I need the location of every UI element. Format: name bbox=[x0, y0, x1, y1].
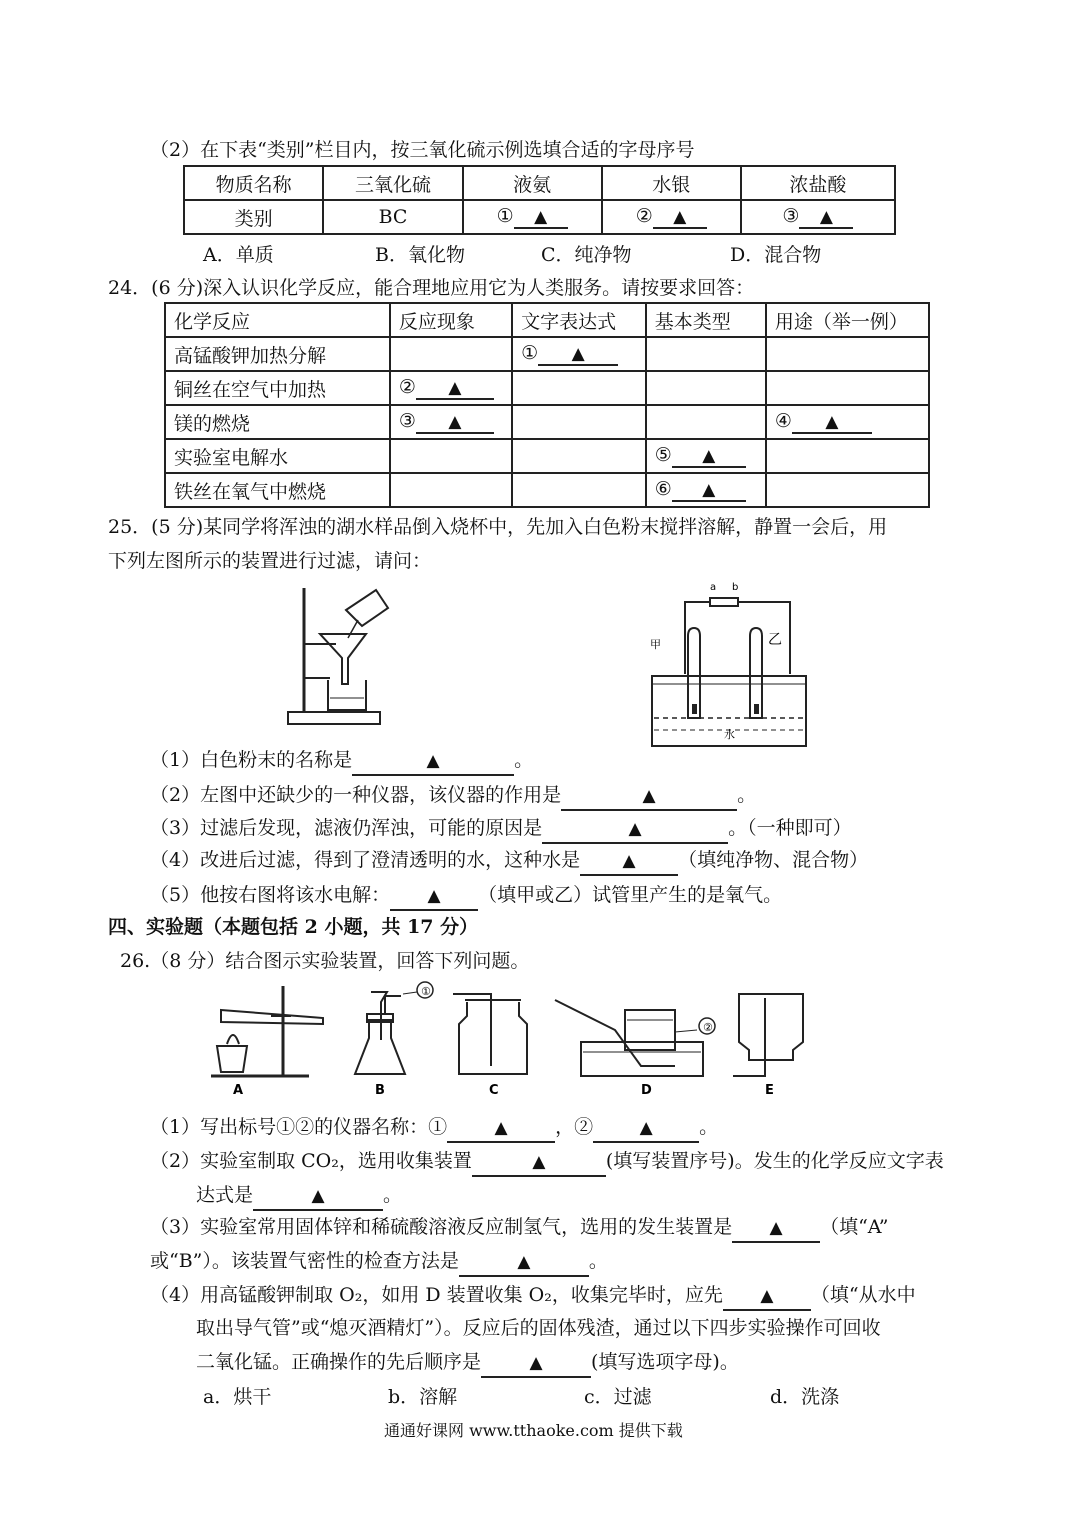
q26-sub2-text: （2）实验室制取 CO₂，选用收集装置 bbox=[150, 1150, 472, 1172]
blank-mark: ▲ bbox=[702, 446, 716, 466]
q24-cell bbox=[512, 439, 646, 473]
q26-sub3-end: 。 bbox=[588, 1250, 608, 1272]
blank-mark: ▲ bbox=[825, 412, 839, 432]
q23-header-cell: 三氧化硫 bbox=[323, 166, 462, 200]
blank-mark: ▲ bbox=[673, 207, 687, 227]
q24-reaction-name: 实验室电解水 bbox=[165, 439, 390, 473]
q24-blank-6[interactable] bbox=[646, 473, 766, 507]
tube-yi-label: 乙 bbox=[768, 632, 782, 648]
q24-row bbox=[165, 439, 929, 473]
blank-mark: ▲ bbox=[529, 1353, 543, 1373]
q23-header-cell: 液氨 bbox=[463, 166, 602, 200]
q24-reaction-name: 铜丝在空气中加热 bbox=[165, 371, 390, 405]
q25-sub5-end: （填甲或乙）试管里产生的是氧气。 bbox=[478, 884, 783, 906]
q26-sub1 bbox=[150, 1114, 718, 1143]
q25-blank-3[interactable] bbox=[542, 815, 728, 844]
terminal-a-label: a bbox=[710, 582, 717, 593]
apparatus-a bbox=[211, 986, 323, 1098]
q23-table bbox=[183, 165, 896, 235]
blank-number: ② bbox=[635, 205, 653, 227]
q24-header-row bbox=[165, 303, 929, 337]
apparatus-d-label: D bbox=[641, 1083, 652, 1098]
q25-sub4-text: （4）改进后过滤，得到了澄清透明的水，这种水是 bbox=[150, 849, 581, 871]
terminal-b-label: b bbox=[732, 582, 739, 593]
apparatus-a-label: A bbox=[233, 1083, 244, 1098]
blank-mark: ▲ bbox=[427, 886, 441, 906]
q24-cell bbox=[512, 473, 646, 507]
q26-sub4-text: （4）用高锰酸钾制取 O₂，如用 D 装置收集 O₂，收集完毕时，应先 bbox=[150, 1284, 723, 1306]
blank-number: ④ bbox=[774, 410, 792, 432]
q23-option-d: D．混合物 bbox=[730, 244, 822, 266]
q26-sub3-text2: 或“B”）。该装置气密性的检查方法是 bbox=[150, 1250, 459, 1272]
q24-row bbox=[165, 473, 929, 507]
q26-sub2-end: 。 bbox=[383, 1184, 403, 1206]
q25-sub2-text: （2）左图中还缺少的一种仪器，该仪器的作用是 bbox=[150, 784, 562, 806]
q26-sub4-text3: 二氧化锰。正确操作的先后顺序是 bbox=[196, 1351, 482, 1373]
q25-sub4-end: （填纯净物、混合物） bbox=[678, 849, 869, 871]
blank-mark: ▲ bbox=[639, 1118, 653, 1138]
q23-row-label: 类别 bbox=[184, 200, 323, 234]
q23-option-a: A．单质 bbox=[203, 244, 274, 266]
q24-blank-1[interactable] bbox=[512, 337, 646, 371]
q25-blank-2[interactable] bbox=[561, 782, 737, 811]
q25-sub1-end: 。 bbox=[514, 749, 534, 771]
q24-cell bbox=[512, 371, 646, 405]
q24-cell bbox=[646, 371, 766, 405]
q26-sub4-line1 bbox=[150, 1282, 916, 1311]
q24-header-cell: 化学反应 bbox=[165, 303, 390, 337]
q24-cell bbox=[512, 405, 646, 439]
q26-sub3-line2 bbox=[150, 1248, 608, 1277]
q24-cell bbox=[390, 439, 512, 473]
apparatus-b-label: B bbox=[375, 1083, 385, 1098]
electrolysis-apparatus-figure bbox=[650, 578, 810, 750]
q24-row bbox=[165, 337, 929, 371]
q26-sub3-line1 bbox=[150, 1214, 888, 1243]
q24-blank-5[interactable] bbox=[646, 439, 766, 473]
q24-cell bbox=[766, 337, 929, 371]
blank-mark: ▲ bbox=[517, 1252, 531, 1272]
blank-mark: ▲ bbox=[702, 480, 716, 500]
filtration-apparatus-figure bbox=[282, 580, 392, 730]
q26-sub4-cont: （填“从水中 bbox=[810, 1284, 916, 1306]
q23-category-row bbox=[184, 200, 895, 234]
q25-sub4 bbox=[150, 847, 868, 876]
circle-1-label: ① bbox=[421, 985, 431, 998]
q24-row bbox=[165, 405, 929, 439]
q24-blank-3[interactable] bbox=[390, 405, 512, 439]
blank-number: ① bbox=[521, 342, 539, 364]
circle-2-label: ② bbox=[703, 1021, 713, 1034]
q24-cell bbox=[390, 337, 512, 371]
q25-sub5-text: （5）他按右图将该水电解： bbox=[150, 884, 391, 906]
q26-sub2-line1 bbox=[150, 1148, 944, 1177]
q24-cell bbox=[766, 439, 929, 473]
q23-header-cell: 物质名称 bbox=[184, 166, 323, 200]
water-label: 水 bbox=[724, 728, 735, 741]
q26-sub2-cont: (填写装置序号)。发生的化学反应文字表 bbox=[605, 1150, 944, 1172]
q24-header-cell: 用途（举一例） bbox=[766, 303, 929, 337]
apparatus-c bbox=[453, 994, 527, 1098]
q23-part2-text: （2）在下表“类别”栏目内，按三氧化硫示例选填合适的字母序号 bbox=[150, 139, 695, 161]
blank-number: ③ bbox=[398, 410, 416, 432]
blank-mark: ▲ bbox=[448, 412, 462, 432]
q25-sub2-end: 。 bbox=[737, 784, 757, 806]
q25-stem-line2: 下列左图所示的装置进行过滤，请问： bbox=[108, 550, 432, 572]
q24-stem: 24．(6 分)深入认识化学反应，能合理地应用它为人类服务。请按要求回答： bbox=[108, 277, 755, 299]
q24-reaction-name: 铁丝在氧气中燃烧 bbox=[165, 473, 390, 507]
q24-blank-2[interactable] bbox=[390, 371, 512, 405]
q26-sub4-line2: 取出导气管”或“熄灭酒精灯”）。反应后的固体残渣，通过以下四步实验操作可回收 bbox=[196, 1317, 881, 1339]
q24-row bbox=[165, 371, 929, 405]
q24-cell bbox=[766, 371, 929, 405]
q23-option-b: B．氧化物 bbox=[375, 244, 465, 266]
q25-blank-1[interactable] bbox=[352, 747, 514, 776]
q26-sub4-end: (填写选项字母)。 bbox=[591, 1351, 739, 1373]
blank-mark: ▲ bbox=[769, 1218, 783, 1238]
blank-number: ⑤ bbox=[654, 444, 672, 466]
q24-cell bbox=[390, 473, 512, 507]
section-4-heading: 四、实验题（本题包括 2 小题，共 17 分） bbox=[108, 916, 479, 938]
q26-sub3-text: （3）实验室常用固体锌和稀硫酸溶液反应制氢气，选用的发生装置是 bbox=[150, 1216, 733, 1238]
blank-mark: ▲ bbox=[494, 1118, 508, 1138]
q23-blank-1[interactable] bbox=[463, 200, 602, 234]
blank-number: ③ bbox=[782, 205, 800, 227]
apparatus-d bbox=[555, 1000, 715, 1098]
q26-blank-7[interactable] bbox=[723, 1282, 811, 1311]
q25-blank-5[interactable] bbox=[390, 882, 478, 911]
blank-number: ① bbox=[496, 205, 514, 227]
q26-stem: 26.（8 分）结合图示实验装置，回答下列问题。 bbox=[120, 950, 530, 972]
q26-blank-6[interactable] bbox=[459, 1248, 589, 1277]
blank-mark: ▲ bbox=[819, 207, 833, 227]
q25-sub1-text: （1）白色粉末的名称是 bbox=[150, 749, 353, 771]
q23-header-row bbox=[184, 166, 895, 200]
q26-option-a: a．烘干 bbox=[203, 1386, 272, 1408]
blank-mark: ▲ bbox=[448, 378, 462, 398]
blank-mark: ▲ bbox=[628, 819, 642, 839]
q23-example-answer: BC bbox=[323, 200, 462, 234]
q24-cell bbox=[646, 337, 766, 371]
q23-option-c: C．纯净物 bbox=[541, 244, 632, 266]
q23-blank-3[interactable] bbox=[741, 200, 895, 234]
apparatus-c-label: C bbox=[489, 1083, 499, 1098]
q23-blank-2[interactable] bbox=[602, 200, 741, 234]
q24-cell bbox=[646, 405, 766, 439]
q26-blank-4[interactable] bbox=[253, 1182, 383, 1211]
q24-blank-4[interactable] bbox=[766, 405, 929, 439]
q26-option-c: c．过滤 bbox=[584, 1386, 652, 1408]
q24-header-cell: 文字表达式 bbox=[512, 303, 646, 337]
blank-mark: ▲ bbox=[571, 344, 585, 364]
q26-blank-2[interactable] bbox=[593, 1114, 699, 1143]
apparatus-e bbox=[733, 994, 803, 1098]
q24-header-cell: 基本类型 bbox=[646, 303, 766, 337]
blank-number: ⑥ bbox=[654, 478, 672, 500]
blank-mark: ▲ bbox=[532, 1152, 546, 1172]
q25-sub3 bbox=[150, 815, 852, 844]
q26-sub4-line3 bbox=[196, 1349, 739, 1378]
q25-sub3-text: （3）过滤后发现，滤液仍浑浊，可能的原因是 bbox=[150, 817, 543, 839]
blank-number: ② bbox=[398, 376, 416, 398]
q24-reaction-name: 高锰酸钾加热分解 bbox=[165, 337, 390, 371]
blank-mark: ▲ bbox=[311, 1186, 325, 1206]
q24-table bbox=[164, 302, 930, 508]
q26-sub1-text: （1）写出标号①②的仪器名称：① bbox=[150, 1116, 448, 1138]
page-footer: 通通好课网 www.tthaoke.com 提供下载 bbox=[384, 1421, 683, 1440]
q24-reaction-name: 镁的燃烧 bbox=[165, 405, 390, 439]
q25-sub3-end: 。（一种即可） bbox=[728, 817, 852, 839]
blank-mark: ▲ bbox=[534, 207, 548, 227]
q25-blank-4[interactable] bbox=[580, 847, 678, 876]
q25-stem-line1: 25．(5 分)某同学将浑浊的湖水样品倒入烧杯中，先加入白色粉末搅拌溶解，静置一会后，用 bbox=[108, 516, 888, 538]
q26-sub1-end: 。 bbox=[699, 1116, 719, 1138]
q26-blank-1[interactable] bbox=[447, 1114, 555, 1143]
q26-sub1-mid: ，② bbox=[555, 1116, 594, 1138]
q26-option-d: d．洗涤 bbox=[770, 1386, 840, 1408]
q25-sub2 bbox=[150, 782, 756, 811]
q23-header-cell: 浓盐酸 bbox=[741, 166, 895, 200]
tube-jia-label: 甲 bbox=[650, 638, 661, 651]
q26-option-b: b．溶解 bbox=[388, 1386, 458, 1408]
q23-header-cell: 水银 bbox=[602, 166, 741, 200]
q25-sub1 bbox=[150, 747, 533, 776]
q26-blank-8[interactable] bbox=[481, 1349, 591, 1378]
blank-mark: ▲ bbox=[642, 786, 656, 806]
blank-mark: ▲ bbox=[760, 1286, 774, 1306]
q26-blank-3[interactable] bbox=[472, 1148, 606, 1177]
q24-header-cell: 反应现象 bbox=[390, 303, 512, 337]
q26-blank-5[interactable] bbox=[732, 1214, 820, 1243]
q26-sub2-text2: 达式是 bbox=[196, 1184, 254, 1206]
q26-sub2-line2 bbox=[196, 1182, 402, 1211]
blank-mark: ▲ bbox=[426, 751, 440, 771]
apparatus-b bbox=[355, 982, 433, 1098]
q26-sub3-cont: （填“A” bbox=[820, 1216, 889, 1238]
apparatus-e-label: E bbox=[765, 1083, 774, 1098]
q25-sub5 bbox=[150, 882, 782, 911]
q26-apparatus-figure bbox=[205, 980, 815, 1100]
q24-cell bbox=[766, 473, 929, 507]
blank-mark: ▲ bbox=[622, 851, 636, 871]
